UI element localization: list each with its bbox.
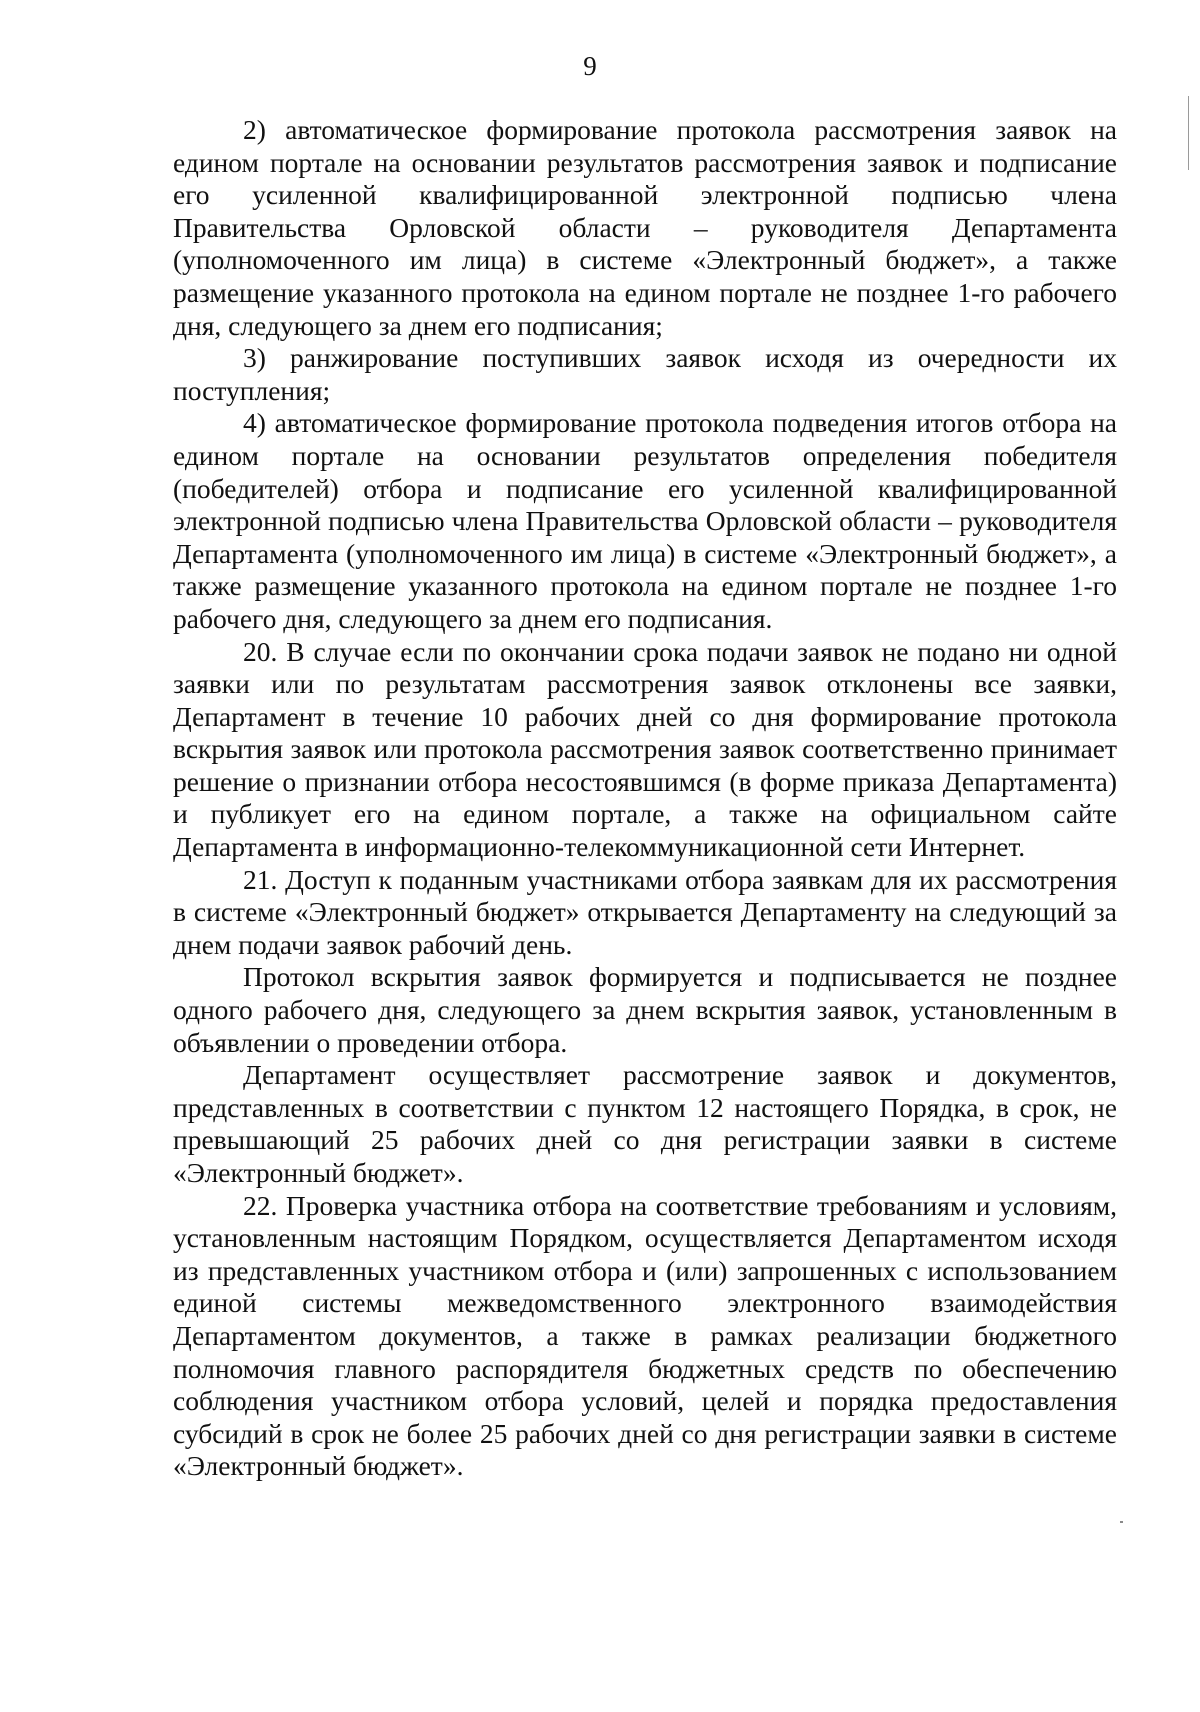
paragraph-clause-22: 22. Проверка участника отбора на соответствие требованиям и условиям, установленным настоящим Порядком, осуществляется Департаментом исходя из представленных участником отбора и (или) запрошенных с использованием единой системы межведомственного электронного взаимодействия Департаментом документов, а также в рамках реализации бюджетного полномочия главного распорядителя бюджетных средств по обеспечению соблюдения участником отбора условий, целей и порядка предоставления субсидий в срок не более 25 рабочих дней со дня регистрации заявки в системе «Электронный бюджет». <box>173 1189 1117 1482</box>
scan-edge-mark <box>1188 96 1189 170</box>
paragraph-item-4: 4) автоматическое формирование протокола подведения итогов отбора на едином портале на основании результатов определения победителя (победителей) отбора и подписание его усиленной квалифицированной электронной подписью члена Правительства Орловской области – руководителя Департамента (уполномоченного им лица) в системе «Электронный бюджет», а также размещение указанного протокола на едином портале не позднее 1-го рабочего дня, следующего за днем его подписания. <box>173 407 1117 634</box>
paragraph-clause-21: 21. Доступ к поданным участниками отбора заявкам для их рассмотрения в системе «Электронный бюджет» открывается Департаменту на следующий за днем подачи заявок рабочий день. <box>173 863 1117 960</box>
page-number: 9 <box>583 51 597 81</box>
scan-speck <box>1120 1521 1123 1523</box>
paragraph-review-term: Департамент осуществляет рассмотрение заявок и документов, представленных в соответствии с пунктом 12 настоящего Порядка, в срок, не превышающий 25 рабочих дней со дня регистрации заявки в системе «Электронный бюджет». <box>173 1059 1117 1188</box>
paragraph-clause-20: 20. В случае если по окончании срока подачи заявок не подано ни одной заявки или по результатам рассмотрения заявок отклонены все заявки, Департамент в течение 10 рабочих дней со дня формирование протокола вскрытия заявок или протокола рассмотрения заявок соответственно принимает решение о признании отбора несостоявшимся (в форме приказа Департамента) и публикует его на едином портале, а также на официальном сайте Департамента в информационно-телекоммуникационной сети Интернет. <box>173 635 1117 863</box>
document-body <box>173 114 1117 1483</box>
paragraph-opening-protocol: Протокол вскрытия заявок формируется и подписывается не позднее одного рабочего дня, следующего за днем вскрытия заявок, установленным в объявлении о проведении отбора. <box>173 961 1117 1058</box>
paragraph-item-2: 2) автоматическое формирование протокола рассмотрения заявок на едином портале на основании результатов рассмотрения заявок и подписание его усиленной квалифицированной электронной подписью члена Правительства Орловской области – руководителя Департамента (уполномоченного им лица) в системе «Электронный бюджет», а также размещение указанного протокола на едином портале не позднее 1-го рабочего дня, следующего за днем его подписания; <box>173 114 1117 341</box>
paragraph-item-3: 3) ранжирование поступивших заявок исходя из очередности их поступления; <box>173 342 1117 406</box>
